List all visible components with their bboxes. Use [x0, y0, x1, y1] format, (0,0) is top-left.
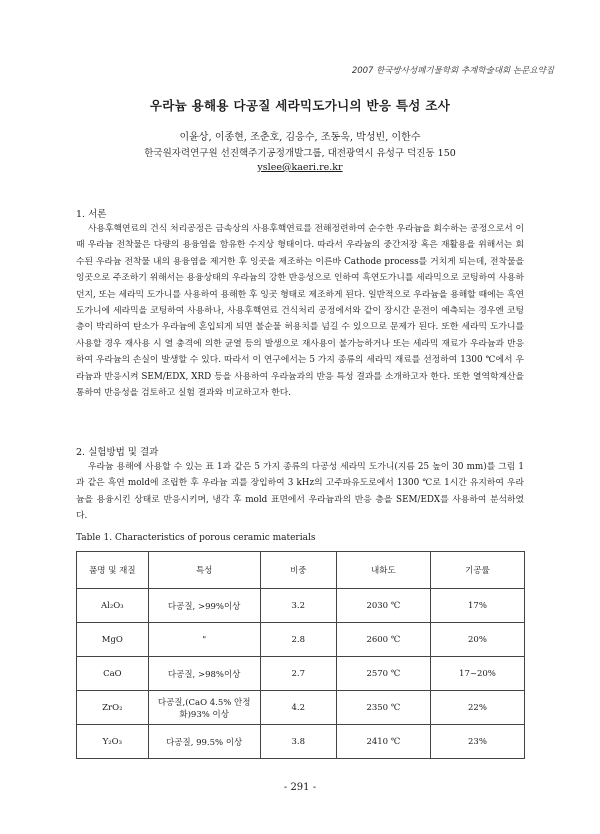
paper-title: 우라늄 용해용 다공질 세라믹도가니의 반응 특성 조사 — [149, 98, 451, 113]
cell-gravity: 3.8 — [260, 725, 336, 759]
column-header-gravity: 비중 — [260, 552, 336, 589]
cell-material: MgO — [77, 623, 149, 657]
running-header: 2007 한국방사성폐기물학회 추계학술대회 논문요약집 — [351, 66, 554, 76]
cell-refractoriness: 2350 ℃ — [336, 691, 430, 725]
cell-property: 다공질,(CaO 4.5% 안정화)93% 이상 — [148, 691, 260, 725]
cell-gravity: 3.2 — [260, 589, 336, 623]
column-header-property: 특성 — [148, 552, 260, 589]
cell-gravity: 4.2 — [260, 691, 336, 725]
ceramic-materials-table — [76, 551, 525, 759]
table-row — [77, 691, 525, 725]
table-row — [77, 589, 525, 623]
cell-refractoriness: 2600 ℃ — [336, 623, 430, 657]
cell-porosity: 17~20% — [430, 657, 524, 691]
table-caption: Table 1. Characteristics of porous ceramic materials — [76, 533, 316, 543]
methods-text: 우라늄 용해에 사용할 수 있는 표 1과 같은 5 가지 종류의 다공성 세라믹 도가니(지름 25 높이 30 mm)를 그림 1과 같은 흑연 mold에 조립한 후 우라늄 괴를 장입하여 3 kHz의 고주파유도로에서 1300 ℃로 1시간 유지하여 우라늄을 용융시킨 상태로 반응시키며, 냉각 후 mold 표면에서 우라늄과의 반응 층을 SEM/EDX를 사용하여 분석하였다. — [76, 462, 524, 522]
page-number: - 291 - — [283, 782, 317, 793]
cell-porosity: 20% — [430, 623, 524, 657]
affiliation: 한국원자력연구원 선진핵주기공정개발그룹, 대전광역시 유성구 덕진동 150 — [144, 148, 456, 159]
cell-material: Y₂O₃ — [77, 725, 149, 759]
cell-material: CaO — [77, 657, 149, 691]
cell-porosity: 22% — [430, 691, 524, 725]
table-row — [77, 725, 525, 759]
cell-refractoriness: 2570 ℃ — [336, 657, 430, 691]
cell-property: 다공질, 99.5% 이상 — [148, 725, 260, 759]
column-header-material: 품명 및 재질 — [77, 552, 149, 589]
cell-porosity: 17% — [430, 589, 524, 623]
cell-material: ZrO₂ — [77, 691, 149, 725]
author-list: 이윤상, 이종현, 조춘호, 김응수, 조동욱, 박성빈, 이한수 — [179, 132, 421, 143]
cell-refractoriness: 2030 ℃ — [336, 589, 430, 623]
section-heading-introduction: 1. 서론 — [76, 209, 107, 220]
section-heading-methods: 2. 실험방법 및 결과 — [76, 447, 159, 458]
column-header-porosity: 기공률 — [430, 552, 524, 589]
table-row — [77, 623, 525, 657]
cell-gravity: 2.7 — [260, 657, 336, 691]
cell-porosity: 23% — [430, 725, 524, 759]
column-header-refractoriness: 내화도 — [336, 552, 430, 589]
cell-property: 다공질, >99%이상 — [148, 589, 260, 623]
methods-paragraph — [76, 459, 524, 525]
cell-refractoriness: 2410 ℃ — [336, 725, 430, 759]
cell-property: 다공질, >98%이상 — [148, 657, 260, 691]
cell-material: Al₂O₃ — [77, 589, 149, 623]
introduction-text: 사용후핵연료의 건식 처리공정은 금속상의 사용후핵연료를 전해정련하여 순수한 우라늄을 회수하는 공정으로서 이때 우라늄 전착물은 다량의 용융염을 함유한 수지상 형태이다. 따라서 우라늄의 중간저장 혹은 재활용을 위해서는 회수된 우라늄 전착물 내의 용융염을 제거한 후 잉곳을 제조하는 이른바 Cathode process를 거치게 되는데, 전착물을 잉곳으로 주조하기 위해서는 용융상태의 우라늄의 강한 반응성으로 인하여 흑연도가니를 세라믹으로 코팅하여 사용하던지, 또는 세라믹 도가니를 사용하여 용해한 후 잉곳 형태로 제조하게 된다. 일반적으로 우라늄을 용해할 때에는 흑연도가니에 세라믹을 코팅하여 사용하나, 사용후핵연료 건식처리 공정에서와 같이 장시간 운전이 예측되는 경우엔 코팅 층이 박리하여 탄소가 우라늄에 혼입되게 되면 불순물 허용치를 넘길 수 있으므로 문제가 된다. 또한 세라믹 도가니를 사용할 경우 재사용 시 열 충격에 의한 균열 등의 발생으로 재사용이 불가능하거나 또는 세라믹 재료가 우라늄과 반응하여 우라늄의 손실이 발생할 수 있다. 따라서 이 연구에서는 5 가지 종류의 세라믹 재료를 선정하여 1300 ℃에서 우라늄과 반응시켜 SEM/EDX, XRD 등을 사용하여 우라늄과의 반응 특성 결과를 소개하고자 한다. 또한 열역학계산을 통하여 반응성을 검토하고 실험 결과와 비교하고자 한다. — [76, 224, 524, 399]
table-row — [77, 657, 525, 691]
cell-property: " — [148, 623, 260, 657]
cell-gravity: 2.8 — [260, 623, 336, 657]
introduction-paragraph — [76, 221, 524, 401]
table-header-row — [77, 552, 525, 589]
author-email: yslee@kaeri.re.kr — [257, 162, 343, 173]
